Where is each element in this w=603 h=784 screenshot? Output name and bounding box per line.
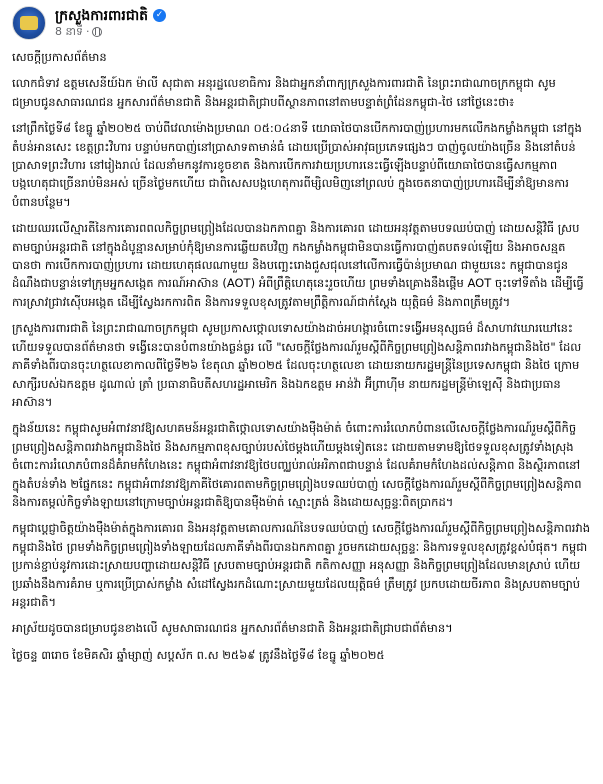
page-name[interactable]: ក្រសួងការពារជាតិ <box>55 7 149 24</box>
post-header <box>12 6 166 40</box>
post-body <box>12 48 590 672</box>
post-time[interactable]: 8 នាទី <box>55 24 83 38</box>
post-paragraph-3: ដោយឈរលើស្មារតីនៃការគោរពពលកិច្ចព្រមព្រៀងដែលបានឯកភាពគ្នា និងការគោរព ដោយអនុវត្តតាមបទឈប់បាញ់ ដោយសន្តិវិធី ស្របតាមច្បាប់អន្តរជាតិ នៅក្នុងដំបូន្មានសម្រាប់កុំឱ្យមានការឆ្លើយតបវិញ កងកម្លាំងកម្ពុជាមិនបានធ្វើការបាញ់តបតទល់ឡើយ និងអាចសន្មតបានថា ការបើកការបាញ់ប្រហារ ដោយហេតុផលណាមួយ និងបញ្ឆេះរោងជួសជុលនៅលើការធ្វើប៉ាន់ប្រមាណ ជាមួយនេះ កម្ពុជាបានជូនដំណឹងជាបន្ទាន់ទៅក្រុមអ្នកសង្កេត ការណ៍អាស៊ាន (AOT) អំពីព្រឹត្តិហេតុនេះរួចហើយ ព្រមទាំងគ្រោងនឹងផ្ដើម AOT ចុះទៅទីតាំង ដើម្បីធ្វើការស្រាវជ្រាវស៊ើបអង្កេត ដើម្បីស្វែងរកការពិត និងការទទួលខុសត្រូវតាមព្រឹត្តិការណ៍ជាក់ស្ដែង យុត្តិធម៌ និងភាពត្រឹមត្រូវ។ <box>12 221 584 309</box>
post-meta-row <box>55 26 166 39</box>
post-title: សេចក្ដីប្រកាសព័ត៌មាន <box>12 50 107 64</box>
verified-badge-icon: ✓ <box>153 9 166 22</box>
ministry-emblem-icon <box>20 16 38 30</box>
globe-icon[interactable] <box>92 27 102 37</box>
post-paragraph-7: អាស្រ័យដូចបានជម្រាបជូនខាងលើ សូមសាធារណជន អ្នកសារព័ត៌មានជាតិ និងអន្តរជាតិជ្រាបជាព័ត៌មាន។ <box>12 621 453 636</box>
post-paragraph-1: លោកជំទាវ ឧត្តមសេនីយ៍ឯក ម៉ាលី សុជាតា អនុរដ្ឋលេខាធិការ និងជាអ្នកនាំពាក្យក្រសួងការពារជាតិ នៃព្រះរាជាណាចក្រកម្ពុជា សូមជម្រាបជូនសាធារណជន អ្នកសារព័ត៌មានជាតិ និងអន្តរជាតិជ្រាបពីស្ថានភាពនៅតាមបន្ទាត់ព្រំដែនកម្ពុជា-ថៃ នៅថ្ងៃនេះថា៖ <box>12 76 556 109</box>
post-paragraph-6: កម្ពុជាប្ដេជ្ញាចិត្តយ៉ាងម៉ឺងម៉ាត់ក្នុងការគោរព និងអនុវត្តតាមគោលការណ៍នៃបទឈប់បាញ់ សេចក្ដីថ្លែងការណ៍រួមស្ដីពីកិច្ចព្រមព្រៀងសន្តិភាពរវាងកម្ពុជានិងថៃ ព្រមទាំងកិច្ចព្រមព្រៀងទាំងឡាយដែលភាគីទាំងពីរបានឯកភាពគ្នា រួចមកដោយសុច្ឆន្ទៈ និងការទទួលខុសត្រូវខ្ពស់បំផុត។ កម្ពុជាប្រកាន់ខ្ជាប់នូវការដោះស្រាយបញ្ហាដោយសន្តិវិធី ស្របតាមច្បាប់អន្តរជាតិ កតិកាសញ្ញា អនុសញ្ញា និងកិច្ចព្រមព្រៀងដែលមានស្រាប់ ហើយប្រឆាំងនឹងការគំរាម ឬការប្រើប្រាស់កម្លាំង សំដៅស្វែងរកដំណោះស្រាយមួយដែលយុត្តិធម៌ ត្រឹមត្រូវ ប្រកបដោយចីរភាព និងស្របតាមច្បាប់អន្តរជាតិ។ <box>12 521 590 609</box>
post-paragraph-2: នៅព្រឹកថ្ងៃទី៨ ខែធ្នូ ឆ្នាំ២០២៥ ចាប់ពីវេលាម៉ោងប្រមាណ ០៥:០៤នាទី យោធាថៃបានបើកការបាញ់ប្រហារមកលើកងកម្លាំងកម្ពុជា នៅក្នុងតំបន់អានសេះ ខេត្តព្រះវិហារ បន្ទាប់មកបាញ់នៅប្រាសាទតាមាន់ធំ ដោយប្រើប្រាស់អាវុធប្រភេទផ្សេងៗ បាញ់ចូលយ៉ាងច្រើន និងនៅតំបន់ប្រាសាទព្រះវិហារ នៅរៀងរាល់ ដែលនាំមកនូវការខូចខាត និងការបើកការវាយប្រហារនេះធ្វើឡើងបន្ទាប់ពីយោធាថៃបានធ្វើសកម្មភាពបង្កហេតុជាច្រើនរាប់មិនអស់ ច្រើនថ្ងៃមកហើយ ជាពិសេសបង្កហេតុការពីម្សិលមិញនៅព្រលប់ ក្នុងចេតនាបាញ់ប្រហារដើម្បីនាំឱ្យមានការបំពានបន្ថែម។ <box>12 121 582 209</box>
page-name-row <box>55 8 166 24</box>
page-avatar[interactable] <box>12 6 46 40</box>
post-date: ថ្ងៃចន្ទ ៣រោច ខែមិគសិរ ឆ្នាំម្សាញ់ សប្តស័ក ព.ស ២៥៦៩ ត្រូវនឹងថ្ងៃទី៨ ខែធ្នូ ឆ្នាំ២០២៥ <box>12 647 385 662</box>
page-meta <box>55 8 166 39</box>
separator-dot: · <box>85 24 90 38</box>
post-paragraph-4: ក្រសួងការពារជាតិ នៃព្រះរាជាណាចក្រកម្ពុជា សូមប្រកាសថ្កោលទោសយ៉ាងដាច់អហង្ការចំពោះទង្វើអមនុស្សធម៌ ដ៏សាហាវឃោរឃៅនេះ ហើយទទួលបានព័ត៌មានថា ទង្វើនេះបានបំពានយ៉ាងធ្ងន់ធ្ងរ លើ "សេចក្ដីថ្លែងការណ៍រួមស្ដីពីកិច្ចព្រមព្រៀងសន្តិភាពរវាងកម្ពុជានិងថៃ" ដែលភាគីទាំងពីរបានចុះហត្ថលេខាកាលពីថ្ងៃទី២៦ ខែតុលា ឆ្នាំ២០២៥ ដែលចុះហត្ថលេខា ដោយនាយករដ្ឋមន្ត្រីនៃប្រទេសកម្ពុជា និងថៃ ក្រោមសាក្សីរបស់ឯកឧត្តម ដូណាល់ ត្រាំ ប្រធានាធិបតីសហរដ្ឋអាមេរិក និងឯកឧត្តម អាន់វ៉ា អ៊ីព្រាហ៊ីម នាយករដ្ឋមន្ត្រីម៉ាឡេស៊ី និងជាប្រធានអាស៊ាន។ <box>12 321 582 409</box>
post-paragraph-5: ក្នុងន័យនេះ កម្ពុជាសូមអំពាវនាវឱ្យសហគមន៍អន្តរជាតិថ្កោលទោសយ៉ាងម៉ឺងម៉ាត់ ចំពោះការរំលោភបំពានលើសេចក្ដីថ្លែងការណ៍រួមស្ដីពីកិច្ចព្រមព្រៀងសន្តិភាពរវាងកម្ពុជានិងថៃ និងសកម្មភាពខុសច្បាប់របស់ថៃម្ដងហើយម្ដងទៀតនេះ ដោយតាមទាមឱ្យថៃទទួលខុសត្រូវទាំងស្រុងចំពោះការរំលោភបំពានដ៏គំរាមកំហែងនេះ កម្ពុជាអំពាវនាវឱ្យថៃបញ្ឈប់រាល់អរិភាពជាបន្ទាន់ ដែលគំរាមកំហែងដល់សន្តិភាព និងស្ថិរភាពនៅក្នុងតំបន់ទាំង ២ផ្នែកនេះ កម្ពុជាអំពាវនាវឱ្យភាគីថៃគោរពតាមកិច្ចព្រមព្រៀងបទឈប់បាញ់ សេចក្ដីថ្លែងការណ៍រួមស្ដីពីកិច្ចព្រមព្រៀងសន្តិភាព និងការតម្កល់កិច្ចទាំងឡាយនៅក្រោមច្បាប់អន្តរជាតិឱ្យបានម៉ឺងម៉ាត់ ស្មោះត្រង់ និងដោយសុច្ឆន្ទៈពិតប្រាកដ។ <box>12 421 582 509</box>
